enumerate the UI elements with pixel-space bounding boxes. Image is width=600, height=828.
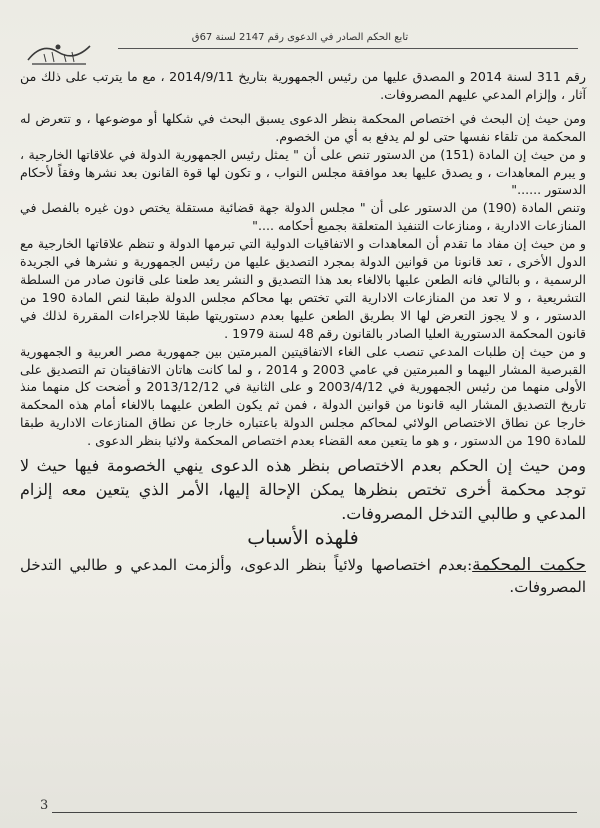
- paragraph: و من حيث إن مفاد ما تقدم أن المعاهدات و الاتفاقيات الدولية التي تبرمها الدولة و تنظم علاقاتها الخارجية مع الدول الأخرى ، تعد قانونا من قوانين الدولة بمجرد التصديق عليها من رئيس الجمهورية و نشرها في الجريدة الرسمية ، و بالتالي فانه الطعن عليها بالالغاء بعد هذا التصديق و النشر يعد طعنا على قانون صادر من السلطة التشريعية ، و لا تعد من المنازعات الادارية التي تختص بها محاكم مجلس الدولة طبقا لنص المادة 190 من الدستور ، و لا يجوز التعرض لها الا بطريق الطعن عليها بعدم دستوريتها طبقا للاجراءات المقررة لذلك في قانون المحكمة الدستورية العليا الصادر بالقانون رقم 48 لسنة 1979 .: [20, 236, 586, 341]
- section-title: فلهذه الأسباب: [247, 527, 359, 550]
- ruling-label: حكمت المحكمة: [472, 554, 586, 575]
- closing-paragraph: ومن حيث إن الحكم بعدم الاختصاص بنظر هذه الدعوى ينهي الخصومة فيها حيث لا توجد محكمة أخرى تختص بنظرها يمكن الإحالة إليها، الأمر الذي يتعين معه إلزام المدعي و طالبي التدخل المصروفات.: [20, 456, 586, 524]
- paragraph: و من حيث إن طلبات المدعي تنصب على الغاء الاتفاقيتين المبرمتين بين جمهورية مصر العربية و الجمهورية القبرصية المشار اليهما و المبرمتين في عامي 2003 و 2014 ، و لما كانت هاتان الاتفاقيتان تم التصديق على الأولى منهما من رئيس الجمهورية في 2003/4/12 و على الثانية في 2013/12/12 و أضحت كل منهما منذ تاريخ التصديق المشار اليه قانونا من قوانين الدولة ، فمن ثم يكون الطعن عليهما بالالغاء أمام هذه المحكمة خارجا عن نطاق الاختصاص الولائي لمحاكم مجلس الدولة باعتباره خارجا عن نطاق المنازعات الادارية طبقا للمادة 190 من الدستور ، و هو ما يتعين معه القضاء بعدم اختصاص المحكمة ولائيا بنظر الدعوى .: [20, 343, 587, 449]
- judgment-body: [20, 68, 586, 598]
- running-header: تابع الحكم الصادر في الدعوى رقم 2147 لسنة 67ق: [191, 32, 409, 43]
- footer-rule: [52, 812, 577, 813]
- paragraph: ومن حيث إن البحث في اختصاص المحكمة بنظر الدعوى يسبق البحث في شكلها أو موضوعها ، و تتعرض له المحكمة من تلقاء نفسها حتى لو لم يدفع به أي من الخصوم.: [20, 110, 586, 144]
- paragraph: وتنص المادة (190) من الدستور على أن " مجلس الدولة جهة قضائية مستقلة يختص دون غيره بالفصل في المنازعات الادارية ، ومنازعات التنفيذ المتعلقة بجميع أحكامه ....": [20, 200, 586, 234]
- paragraph: و من حيث إن المادة (151) من الدستور تنص على أن " يمثل رئيس الجمهورية الدولة في علاقاتها الخارجية ، و يبرم المعاهدات ، و يصدق عليها بعد موافقة مجلس النواب ، و تكون لها قوة القانون بعد نشرها وفقاً لأحكام الدستور ......": [20, 146, 586, 198]
- ruling: [20, 554, 586, 598]
- page-number: 3: [40, 798, 49, 813]
- state-council-logo-icon: [24, 38, 94, 68]
- ruling-text: :بعدم اختصاصها ولائياً بنظر الدعوى، وألزمت المدعي و طالبي التدخل المصروفات.: [20, 555, 586, 596]
- paragraph: رقم 311 لسنة 2014 و المصدق عليها من رئيس الجمهورية بتاريخ 2014/9/11 ، مع ما يترتب على ذلك من آثار ، وإلزام المدعي عليهم المصروفات.: [20, 69, 586, 102]
- header-rule: [118, 48, 578, 49]
- logo: [24, 38, 94, 68]
